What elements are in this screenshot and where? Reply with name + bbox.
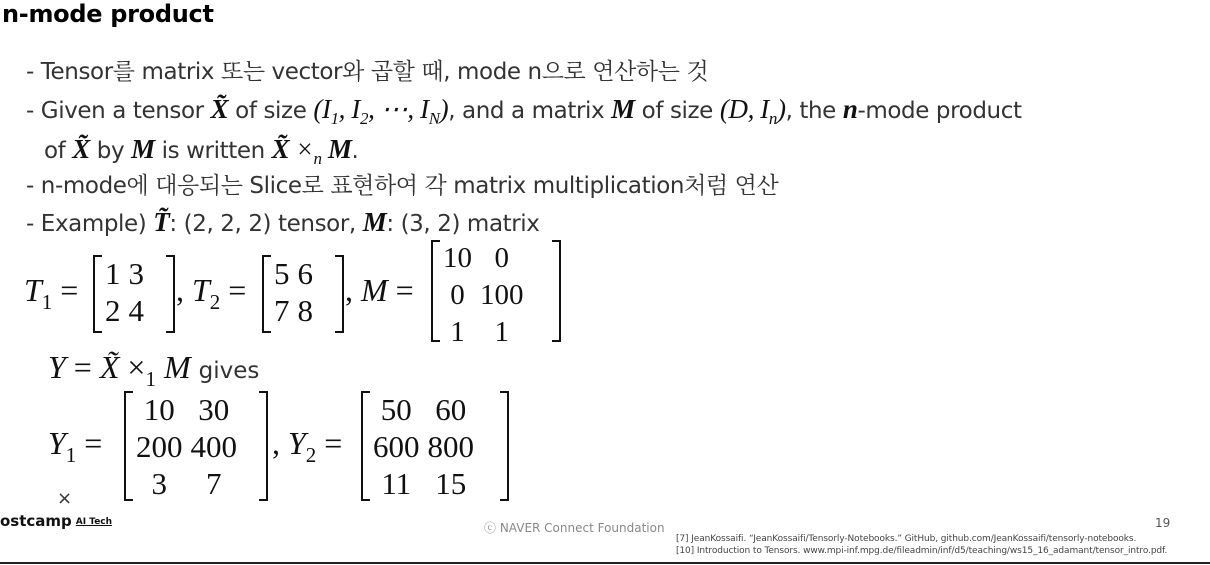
matrix-y1 <box>124 391 268 501</box>
t2-label: , $T_2$ = <box>176 272 247 314</box>
matrix-cell: 60 <box>435 392 467 427</box>
size-m-expression: (D, $I_n$) <box>719 94 786 128</box>
matrix-cell: 10 <box>443 242 472 274</box>
matrix-t1 <box>93 255 175 333</box>
matrix-row <box>101 255 148 292</box>
size-x-expression: ($I_1$, $I_2$, ⋯, $I_N$) <box>313 94 449 128</box>
page-number: 19 <box>1155 516 1171 530</box>
matrix-cell: 15 <box>435 466 467 501</box>
matrix-cell: 4 <box>128 293 144 328</box>
bullet-example: - Example) T̃: (2, 2, 2) tensor, M: (3, 2) matrix <box>26 207 540 237</box>
tensor-t-symbol: T̃ <box>153 207 170 237</box>
y1-label: $Y_1$ = <box>48 425 103 467</box>
matrix-cell: 600 <box>373 429 420 464</box>
matrix-row <box>439 240 528 277</box>
matrix-row <box>439 314 528 351</box>
matrix-row <box>132 465 241 502</box>
matrix-row <box>439 277 528 314</box>
matrix-row <box>101 292 148 329</box>
reference-7: [7] JeanKossaifi. “JeanKossaifi/Tensorly-Notebooks.” GitHub, github.com/JeanKossaifi/tensorly-notebooks. <box>676 534 1137 544</box>
tensor-x-symbol: X̃ <box>210 94 229 124</box>
matrix-cell: 3 <box>151 466 167 501</box>
boostcamp-logo: ostcamp AI Tech <box>0 512 113 530</box>
product-expression: X̃ $\times_n$ M <box>271 134 352 168</box>
y-definition: Y = X̃ $\times_1$ M gives <box>48 349 260 391</box>
matrix-m <box>431 240 561 348</box>
slide-title: n-mode product <box>2 0 214 28</box>
matrix-cell: 0 <box>450 279 465 311</box>
matrix-cell: 8 <box>297 293 313 328</box>
matrix-t2 <box>262 255 344 333</box>
matrix-cell: 10 <box>143 392 175 427</box>
matrix-row <box>369 391 478 428</box>
matrix-row <box>270 292 317 329</box>
matrix-row <box>369 465 478 502</box>
matrix-cell: 6 <box>297 256 313 291</box>
matrix-cell: 5 <box>274 256 290 291</box>
reference-10: [10] Introduction to Tensors. www.mpi-inf.mpg.de/fileadmin/inf/d5/teaching/ws15_16_adamant/tensor_intro.pdf. <box>676 546 1168 556</box>
matrix-cell: 800 <box>427 429 474 464</box>
matrix-cell: 11 <box>381 466 412 501</box>
matrix-m-symbol: M <box>611 94 635 124</box>
mode-n-symbol: n <box>842 94 858 124</box>
matrix-cell: 30 <box>198 392 230 427</box>
t1-label: $T_1$ = <box>24 272 79 314</box>
matrix-row <box>132 391 241 428</box>
matrix-y2 <box>361 391 509 501</box>
footer-divider <box>0 562 1210 564</box>
matrix-row <box>270 255 317 292</box>
m-label: , M = <box>345 272 414 308</box>
matrix-cell: 1 <box>494 316 509 348</box>
matrix-cell: 200 <box>136 429 183 464</box>
close-icon: × <box>57 488 73 509</box>
matrix-cell: 2 <box>105 293 121 328</box>
matrix-row <box>132 428 241 465</box>
copyright-text: ⓒ NAVER Connect Foundation <box>484 521 665 535</box>
matrix-cell: 7 <box>274 293 290 328</box>
matrix-cell: 400 <box>190 429 237 464</box>
bullet-given-tensor: - Given a tensor X̃ of size ($I_1$, $I_2$, ⋯, $I_N$), and a matrix M of size (D, $I_n$), the n-mode product <box>26 94 1022 128</box>
matrix-cell: 1 <box>105 256 121 291</box>
matrix-cell: 100 <box>480 279 524 311</box>
matrix-cell: 0 <box>494 242 509 274</box>
matrix-cell: 7 <box>206 466 222 501</box>
matrix-row <box>369 428 478 465</box>
matrix-cell: 1 <box>450 316 465 348</box>
y2-label: , $Y_2$ = <box>272 425 343 467</box>
matrix-cell: 3 <box>128 256 144 291</box>
bullet-given-tensor-cont: of X̃ by M is written X̃ $\times_n$ M. <box>44 134 359 168</box>
bullet-slice: - n-mode에 대응되는 Slice로 표현하여 각 matrix multiplication처럼 연산 <box>26 173 779 199</box>
bullet-definition: - Tensor를 matrix 또는 vector와 곱할 때, mode n으로 연산하는 것 <box>26 59 709 85</box>
matrix-cell: 50 <box>380 392 412 427</box>
